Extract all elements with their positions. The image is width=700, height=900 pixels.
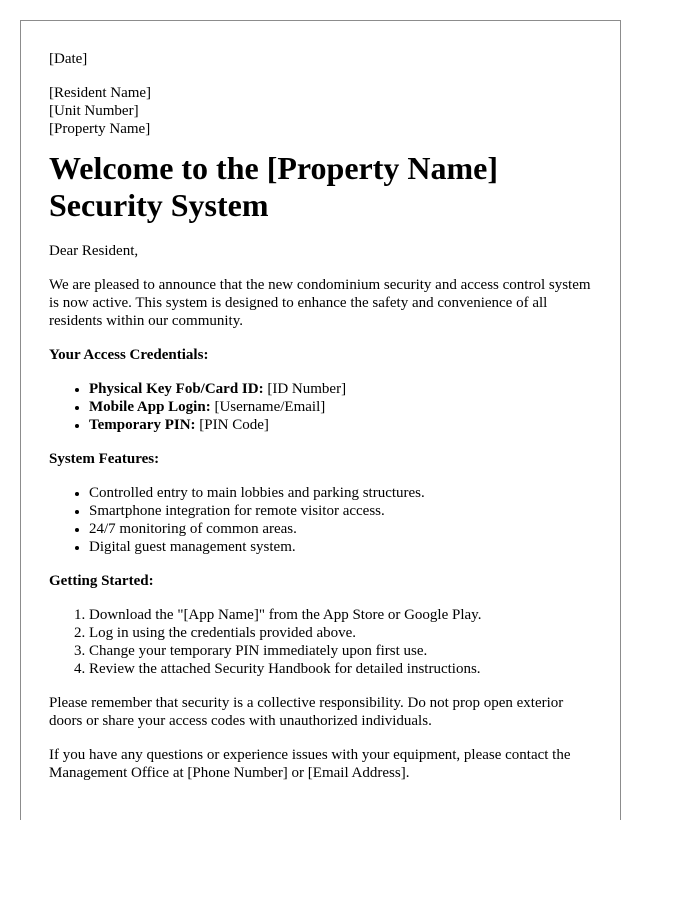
unit-number: [Unit Number]: [49, 103, 139, 119]
credential-item-key-fob: [89, 380, 600, 398]
letter-title: Welcome to the [Property Name] Security System: [49, 150, 499, 223]
contact-paragraph: If you have any questions or experience issues with your equipment, please contact the Management Office at [Phone Number] or [Email Address].: [49, 747, 571, 781]
credential-value: [Username/Email]: [210, 399, 326, 415]
letter-date: [Date]: [49, 51, 88, 67]
intro-paragraph: We are pleased to announce that the new condominium security and access control system is now active. This system is designed to enhance the safety and convenience of all residents within our community.: [49, 277, 591, 329]
credential-label: Temporary PIN:: [89, 417, 196, 433]
feature-item: • Controlled entry to main lobbies and parking structures.: [89, 484, 600, 502]
resident-name: [Resident Name]: [49, 85, 152, 101]
getting-started-heading: Getting Started:: [49, 573, 154, 589]
features-heading: System Features:: [49, 451, 160, 467]
feature-item: • 24/7 monitoring of common areas.: [89, 520, 600, 538]
credential-item-pin: [89, 416, 600, 434]
step-item: 4. Review the attached Security Handbook for detailed instructions.: [89, 660, 600, 678]
step-item: 1. Download the "[App Name]" from the App Store or Google Play.: [89, 606, 600, 624]
step-item: 2. Log in using the credentials provided above.: [89, 624, 600, 642]
getting-started-steps: [49, 606, 600, 678]
letter-page: [20, 20, 621, 820]
feature-item: • Smartphone integration for remote visitor access.: [89, 502, 600, 520]
credential-item-app-login: [89, 398, 600, 416]
feature-item: • Digital guest management system.: [89, 538, 600, 556]
property-name: [Property Name]: [49, 121, 151, 137]
credentials-list: [49, 380, 600, 434]
reminder-paragraph: Please remember that security is a collective responsibility. Do not prop open exterior doors or share your access codes with unauthorized individuals.: [49, 695, 564, 729]
features-list: [49, 484, 600, 556]
credential-label: Physical Key Fob/Card ID:: [89, 381, 264, 397]
credentials-heading: Your Access Credentials:: [49, 347, 209, 363]
recipient-address-block: [49, 84, 600, 138]
credential-label: Mobile App Login:: [89, 399, 211, 415]
credential-value: [PIN Code]: [195, 417, 269, 433]
credential-value: [ID Number]: [263, 381, 347, 397]
salutation: Dear Resident,: [49, 243, 139, 259]
step-item: 3. Change your temporary PIN immediately upon first use.: [89, 642, 600, 660]
